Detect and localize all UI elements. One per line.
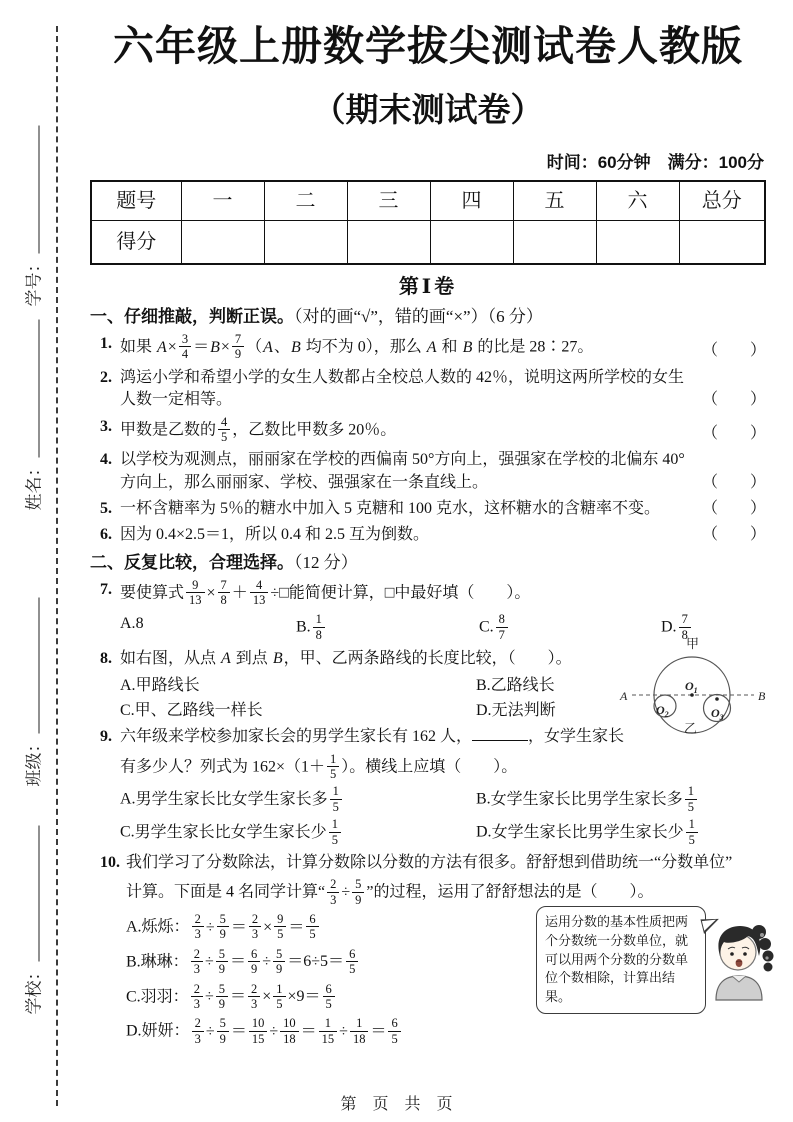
- sidebar-field-name: [20, 319, 45, 511]
- question-2: [90, 367, 766, 412]
- question-text: 我们学习了分数除法，计算分数除以分数的方法有很多。舒舒想到借助统一“分数单位”: [126, 853, 733, 871]
- question-text: 六年级来学校参加家长会的男学生家长有 162 人， ，女学生家长: [120, 728, 625, 746]
- question-9-options: [90, 785, 766, 848]
- option-a: A.甲路线长: [120, 676, 200, 694]
- question-text: 甲数是乙数的 $\frac{4}{5}$ ，乙数比甲数多 20％。: [120, 414, 397, 444]
- page-footer: 第 页 共 页: [340, 1096, 453, 1113]
- hint-text: 运用分数的基本性质把两个分数统一分数单位，就可以用两个分数的分数单位个数相除，计算出结果。: [545, 913, 689, 1005]
- question-text: 要使算式 $\frac{9}{13}$ × $\frac{7}{8}$ ＋ $\frac{4}{13}$ ÷□能简便计算，□中最好填（ ）。: [120, 577, 531, 607]
- score-table: [90, 180, 766, 265]
- route-diagram: [618, 634, 770, 746]
- question-number: 2.: [100, 368, 112, 386]
- option-a: A.烁烁： $\frac{2}{3}$ ÷ $\frac{5}{9}$ ＝ $\frac{2}{3}$ × $\frac{9}{5}$ ＝ $\frac{6}{5}$: [126, 913, 766, 943]
- question-number: 8.: [100, 650, 112, 668]
- question-text: 因为 0.4×2.5＝1，所以 0.4 和 2.5 互为倒数。: [120, 526, 430, 544]
- section-2-heading: [90, 551, 766, 575]
- question-text: 如右图，从点 A 到点 B，甲、乙两条路线的长度比较，（ ）。: [120, 650, 572, 668]
- class-label: 班级：: [24, 735, 44, 787]
- header-cell-2: 二: [264, 181, 347, 221]
- option-c: C.羽羽： $\frac{2}{3}$ ÷ $\frac{5}{9}$ ＝ $\frac{2}{3}$ × $\frac{1}{5}$ ×9＝ $\frac{6}{5}$: [126, 983, 766, 1013]
- option-b: B.琳琳： $\frac{2}{3}$ ÷ $\frac{5}{9}$ ＝ $\frac{6}{9}$ ÷ $\frac{5}{9}$ ＝6÷5＝ $\frac{6}{5}$: [126, 948, 766, 978]
- score-cell: [347, 221, 430, 265]
- option-d: D.无法判断: [476, 701, 556, 719]
- question-number: 4.: [100, 451, 112, 469]
- option-b: B. $\frac{1}{8}$: [296, 613, 479, 643]
- class-blank-line: [38, 598, 40, 734]
- question-text: 如果 A× $\frac{3}{4}$ ＝B× $\frac{7}{9}$ （A、B 均不为 0），那么 A 和 B 的比是 28∶27。: [120, 331, 594, 362]
- header-cell-1: 一: [181, 181, 264, 221]
- question-text: 以学校为观测点，丽丽家在学校的西偏南 50°方向上，强强家在学校的北偏东 40°方向上，那么丽丽家、学校、强强家在一条直线上。: [120, 451, 685, 491]
- name-blank-line: [38, 320, 40, 458]
- diagram-label-o3: $O_3$: [711, 706, 724, 723]
- sidebar-field-class: [20, 595, 45, 787]
- paper-subtitle: （期末测试卷）: [312, 91, 544, 129]
- sidebar-field-student-id: [20, 115, 45, 307]
- score-cell: [181, 221, 264, 265]
- question-9-line-2: 有多少人？列式为 162×（1＋ $\frac{1}{5}$ ）。横线上应填（ ）。: [120, 751, 518, 782]
- section-2-heading-bold: 二、反复比较，合理选择。: [90, 552, 294, 572]
- diagram-label-o1: $O_1$: [685, 679, 698, 696]
- paper-title: 六年级上册数学拔尖测试卷人教版: [113, 23, 743, 69]
- section-1-heading: [90, 305, 766, 329]
- option-a: A.8: [120, 615, 144, 633]
- exam-time-score-meta: 时间：60分钟 满分：100分: [546, 153, 764, 173]
- question-number: 3.: [100, 417, 112, 435]
- sidebar-field-school: [20, 823, 45, 1015]
- answer-paren: （ ）: [701, 526, 766, 544]
- question-7: [90, 579, 766, 609]
- header-cell-total: 总分: [679, 181, 765, 221]
- option-d: D.妍妍： $\frac{2}{3}$ ÷ $\frac{5}{9}$ ＝ $\frac{10}{15}$ ÷ $\frac{10}{18}$ ＝ $\frac{1}{15}$ ÷ $\frac{1}{18}$ ＝ $\frac{6}{5}$: [126, 1017, 766, 1047]
- question-number: 10.: [100, 853, 120, 871]
- diagram-label-a: A: [620, 689, 628, 704]
- question-10: [90, 852, 766, 874]
- answer-paren: （ ）: [701, 342, 766, 360]
- option-a: A.男学生家长比女学生家长多 $\frac{1}{5}$: [120, 785, 476, 815]
- score-cell: [513, 221, 596, 265]
- score-cell: [430, 221, 513, 265]
- question-4: [90, 449, 766, 494]
- header-cell-4: 四: [430, 181, 513, 221]
- score-label-cell: 得分: [91, 221, 181, 265]
- student-id-label: 学号：: [24, 255, 44, 307]
- question-10-block: [90, 852, 766, 1047]
- option-b: B.乙路线长: [476, 676, 555, 694]
- option-c: C.男学生家长比女学生家长少 $\frac{1}{5}$: [120, 818, 476, 848]
- question-number: 5.: [100, 500, 112, 518]
- question-1: [90, 333, 766, 363]
- question-number: 6.: [100, 526, 112, 544]
- option-c: C.甲、乙路线一样长: [120, 701, 263, 719]
- score-table-score-row: [91, 221, 765, 265]
- diagram-label-yi: 乙: [684, 721, 698, 737]
- hint-speech-bubble: [536, 906, 706, 1014]
- score-table-header-row: [91, 181, 765, 221]
- section-2-heading-rest: （12 分）: [294, 552, 358, 572]
- answer-paren: （ ）: [701, 391, 766, 409]
- option-d: D.女学生家长比男学生家长少 $\frac{1}{5}$: [476, 818, 766, 848]
- diagram-label-jia: 甲: [686, 636, 700, 652]
- school-label: 学校：: [24, 963, 44, 1015]
- question-text: 一杯含糖率为 5％的糖水中加入 5 克糖和 100 克水，这杯糖水的含糖率不变。: [120, 500, 661, 518]
- answer-paren: （ ）: [701, 424, 766, 442]
- answer-paren: （ ）: [701, 473, 766, 491]
- option-d: D. $\frac{7}{8}$: [661, 613, 766, 643]
- name-label: 姓名：: [24, 459, 44, 511]
- header-cell-3: 三: [347, 181, 430, 221]
- question-10-line-2: 计算。下面是 4 名同学计算“ $\frac{2}{3}$ ÷ $\frac{5}{9}$ ”的过程，运用了舒舒想法的是（ ）。: [126, 877, 654, 907]
- header-cell-5: 五: [513, 181, 596, 221]
- question-number: 7.: [100, 580, 112, 598]
- paper-content: [90, 16, 766, 1052]
- diagram-label-b: B: [758, 689, 766, 704]
- option-b: B.女学生家长比男学生家长多 $\frac{1}{5}$: [476, 785, 766, 815]
- question-3: [90, 416, 766, 446]
- sidebar-dashed-divider: [56, 26, 58, 1106]
- section-1-heading-bold: 一、仔细推敲，判断正误。: [90, 307, 294, 327]
- question-6: [90, 524, 766, 546]
- score-cell: [679, 221, 765, 265]
- diagram-label-o2: $O_2$: [656, 703, 669, 720]
- header-cell-question-no: 题号: [91, 181, 181, 221]
- question-number: 9.: [100, 728, 112, 746]
- part-title: 第Ⅰ卷: [398, 276, 458, 299]
- score-cell: [596, 221, 679, 265]
- student-id-blank-line: [38, 126, 40, 254]
- section-1-heading-rest: （对的画“√”，错的画“×”）（6 分）: [294, 307, 543, 327]
- school-blank-line: [38, 826, 40, 962]
- question-text: 鸿运小学和希望小学的女生人数都占全校总人数的 42％，说明这两所学校的女生人数一定相等。: [120, 368, 685, 409]
- question-number: 1.: [100, 334, 112, 352]
- question-5: [90, 498, 766, 520]
- answer-paren: （ ）: [701, 500, 766, 518]
- header-cell-6: 六: [596, 181, 679, 221]
- score-cell: [264, 221, 347, 265]
- option-c: C. $\frac{8}{7}$: [479, 613, 661, 643]
